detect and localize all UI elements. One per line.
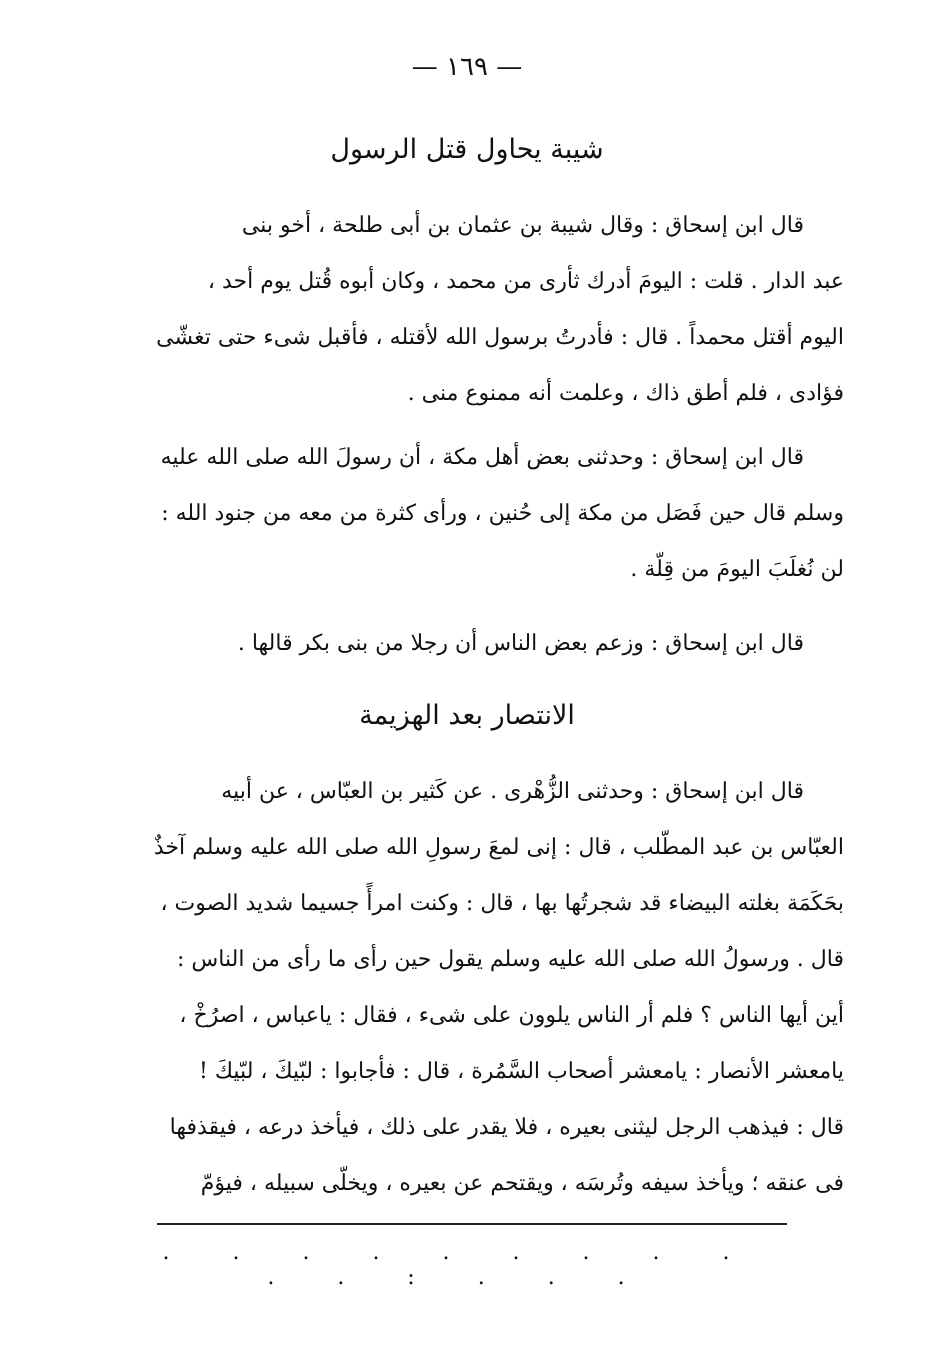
paragraph-line: العبّاس بن عبد المطّلب ، قال : إنى لمعَ رسولِ الله صلى الله عليه وسلم آخذٌ [153, 835, 844, 860]
paragraph-line: يامعشر الأنصار : يامعشر أصحاب السَّمُرة ، قال : فأجابوا : لبّيكَ ، لبّيكَ ! [199, 1059, 844, 1084]
paragraph-line: أين أيها الناس ؟ فلم أر الناس يلوون على شىء ، فقال : ياعباس ، اصرُخْ ، [179, 1003, 844, 1028]
paragraph-line: قال ابن إسحاق : وحدثنى بعض أهل مكة ، أن رسولَ الله صلى الله عليه [160, 445, 804, 470]
paragraph-line: قال ابن إسحاق : وحدثنى الزُّهْرى . عن كَثير بن العبّاس ، عن أبيه [221, 779, 804, 804]
paragraph-line: فؤادى ، فلم أطق ذاك ، وعلمت أنه ممنوع منى . [407, 381, 844, 406]
paragraph-line: اليوم أقتل محمداً . قال : فأدرتُ برسول الله لأقتله ، فأقبل شىء حتى تغشّى [156, 325, 844, 350]
page-number: — ١٦٩ — [411, 52, 523, 82]
paragraph-line: فى عنقه ؛ ويأخذ سيفه وتُرسَه ، ويقتحم عن بعيره ، ويخلّى سبيله ، فيؤمّ [200, 1171, 844, 1196]
paragraph-line: وسلم قال حين فَصَل من مكة إلى حُنين ، ورأى كثرة من معه من جنود الله : [161, 501, 844, 526]
paragraph-4 [108, 764, 844, 1212]
paragraph-3 [108, 616, 844, 672]
section-heading-1: شيبة يحاول قتل الرسول [330, 134, 604, 165]
paragraph-1 [108, 198, 844, 422]
paragraph-line: قال . ورسولُ الله صلى الله عليه وسلم يقول حين رأى ما رأى من الناس : [177, 947, 844, 972]
paragraph-line: قال ابن إسحاق : وقال شيبة بن عثمان بن أبى طلحة ، أخو بنى [241, 213, 804, 238]
paragraph-line: عبد الدار . قلت : اليومَ أدرك ثأرى من محمد ، وكان أبوه قُتل يوم أحد ، [207, 269, 844, 294]
footer-dots: . . . . . . . . . . . : . . . [162, 1240, 758, 1290]
paragraph-line: قال : فيذهب الرجل ليثنى بعيره ، فلا يقدر على ذلك ، فيأخذ درعه ، فيقذفها [169, 1115, 844, 1140]
paragraph-line: بحَكَمَة بغلته البيضاء قد شجرتُها بها ، قال : وكنت امرأً جسيما شديد الصوت ، [160, 891, 844, 916]
footer-rule [157, 1223, 787, 1225]
paragraph-2 [108, 430, 844, 598]
section-heading-2: الانتصار بعد الهزيمة [359, 700, 575, 731]
paragraph-line: قال ابن إسحاق : وزعم بعض الناس أن رجلا من بنى بكر قالها . [237, 631, 804, 656]
paragraph-line: لن نُغلَبَ اليومَ من قِلّة . [630, 557, 844, 582]
